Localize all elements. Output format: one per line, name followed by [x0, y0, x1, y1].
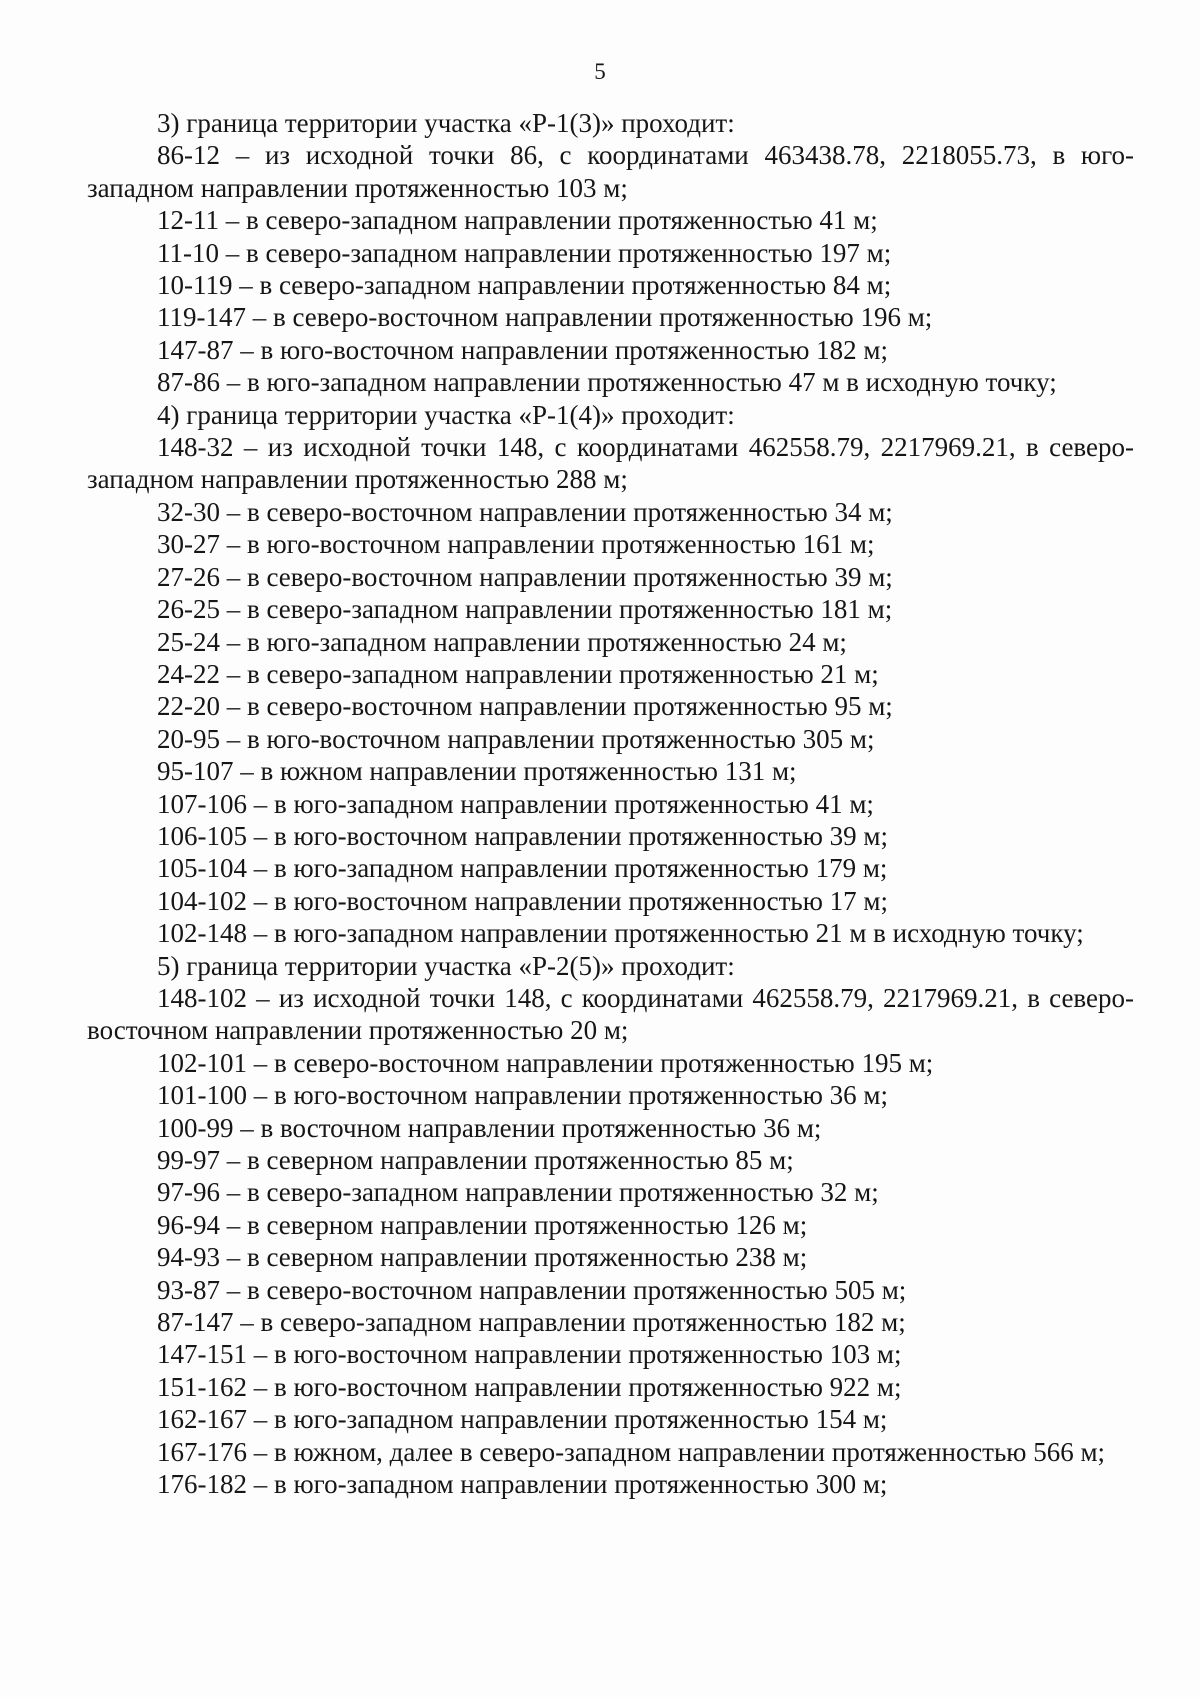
boundary-segment: 11-10 – в северо-западном направлении протяженностью 197 м;	[157, 237, 892, 268]
boundary-segment: 102-148 – в юго-западном направлении протяженностью 21 м в исходную точку;	[157, 918, 1084, 949]
document-body	[87, 107, 1134, 1500]
section-heading-4: 4) граница территории участка «Р-1(4)» проходит:	[157, 399, 735, 430]
boundary-segment: 107-106 – в юго-западном направлении протяженностью 41 м;	[157, 788, 874, 819]
boundary-segment: 162-167 – в юго-западном направлении протяженностью 154 м;	[157, 1404, 888, 1435]
boundary-segment: 12-11 – в северо-западном направлении протяженностью 41 м;	[157, 205, 878, 236]
boundary-segment: 96-94 – в северном направлении протяженностью 126 м;	[157, 1209, 808, 1240]
boundary-segment: 148-102 – из исходной точки 148, с координатами 462558.79, 2217969.21, в северо-восточном направлении протяженностью 20 м;	[87, 982, 1134, 1046]
boundary-segment: 99-97 – в северном направлении протяженностью 85 м;	[157, 1145, 794, 1175]
boundary-segment: 167-176 – в южном, далее в северо-западном направлении протяженностью 566 м;	[157, 1436, 1106, 1467]
boundary-segment: 32-30 – в северо-восточном направлении протяженностью 34 м;	[157, 496, 893, 527]
boundary-segment: 22-20 – в северо-восточном направлении протяженностью 95 м;	[157, 691, 893, 722]
boundary-segment: 151-162 – в юго-восточном направлении протяженностью 922 м;	[157, 1371, 902, 1402]
boundary-segment: 25-24 – в юго-западном направлении протяженностью 24 м;	[157, 626, 847, 657]
boundary-segment: 94-93 – в северном направлении протяженностью 238 м;	[157, 1242, 808, 1273]
boundary-segment: 87-147 – в северо-западном направлении протяженностью 182 м;	[157, 1307, 906, 1338]
boundary-segment: 104-102 – в юго-восточном направлении протяженностью 17 м;	[157, 885, 888, 916]
page-number: 5	[594, 59, 606, 84]
boundary-segment: 100-99 – в восточном направлении протяженностью 36 м;	[157, 1112, 822, 1143]
boundary-segment: 147-151 – в юго-восточном направлении протяженностью 103 м;	[157, 1339, 902, 1370]
boundary-segment: 101-100 – в юго-восточном направлении протяженностью 36 м;	[157, 1080, 888, 1111]
boundary-segment: 119-147 – в северо-восточном направлении протяженностью 196 м;	[157, 302, 933, 333]
boundary-segment: 147-87 – в юго-восточном направлении протяженностью 182 м;	[157, 334, 888, 365]
boundary-segment: 27-26 – в северо-восточном направлении протяженностью 39 м;	[157, 561, 893, 592]
boundary-segment: 148-32 – из исходной точки 148, с координатами 462558.79, 2217969.21, в северо-западном направлении протяженностью 288 м;	[87, 432, 1134, 495]
boundary-segment: 102-101 – в северо-восточном направлении протяженностью 195 м;	[157, 1047, 934, 1078]
boundary-segment: 30-27 – в юго-восточном направлении протяженностью 161 м;	[157, 529, 875, 560]
boundary-segment: 97-96 – в северо-западном направлении протяженностью 32 м;	[157, 1177, 879, 1208]
boundary-segment: 26-25 – в северо-западном направлении протяженностью 181 м;	[157, 594, 893, 625]
boundary-segment: 10-119 – в северо-западном направлении протяженностью 84 м;	[157, 270, 892, 301]
boundary-segment: 20-95 – в юго-восточном направлении протяженностью 305 м;	[157, 723, 875, 754]
boundary-segment: 105-104 – в юго-западном направлении протяженностью 179 м;	[157, 853, 888, 884]
section-heading-3: 3) граница территории участка «Р-1(3)» проходит:	[157, 108, 735, 138]
boundary-segment: 87-86 – в юго-западном направлении протяженностью 47 м в исходную точку;	[157, 367, 1057, 398]
boundary-segment: 176-182 – в юго-западном направлении протяженностью 300 м;	[157, 1469, 888, 1500]
boundary-segment: 93-87 – в северо-восточном направлении протяженностью 505 м;	[157, 1274, 907, 1305]
boundary-segment: 86-12 – из исходной точки 86, с координатами 463438.78, 2218055.73, в юго-западном направлении протяженностью 103 м;	[87, 140, 1134, 203]
boundary-segment: 106-105 – в юго-восточном направлении протяженностью 39 м;	[157, 820, 888, 851]
boundary-segment: 95-107 – в южном направлении протяженностью 131 м;	[157, 756, 797, 787]
section-heading-5: 5) граница территории участка «Р-2(5)» проходит:	[157, 950, 735, 981]
boundary-segment: 24-22 – в северо-западном направлении протяженностью 21 м;	[157, 658, 879, 689]
